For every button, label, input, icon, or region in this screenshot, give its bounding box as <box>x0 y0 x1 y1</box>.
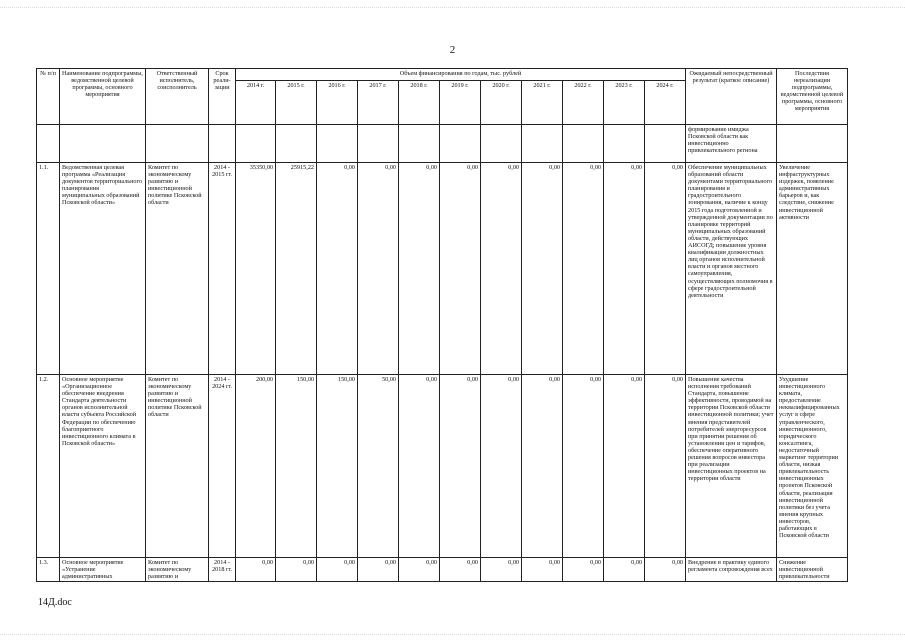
header-year: 2022 г. <box>563 81 604 125</box>
row-term: 2014 - 2018 гг. <box>209 558 236 582</box>
row-value: 0,00 <box>236 558 276 582</box>
row-value: 0,00 <box>317 163 358 375</box>
row-consequences: Увеличение инфраструктурных издержек, появление административных барьеров и, как следствие, снижение инвестиционной активности <box>777 163 848 375</box>
header-term: Срок реали-зации <box>209 69 236 125</box>
header-year: 2019 г. <box>440 81 481 125</box>
financing-table <box>36 68 848 582</box>
header-year: 2015 г. <box>276 81 317 125</box>
header-row-1 <box>37 69 848 81</box>
row-value: 0,00 <box>563 375 604 558</box>
row-value: 0,00 <box>522 558 563 582</box>
row-term: 2014 - 2024 гг. <box>209 375 236 558</box>
row-expected: Внедрение в практику единого регламента сопровождения всех <box>686 558 777 582</box>
row-value: 0,00 <box>440 375 481 558</box>
row-value: 0,00 <box>276 558 317 582</box>
row-name: Основное мероприятие «Организационное обеспечение внедрения Стандарта деятельности органов исполнительной власти субъекта Российской Федерации по обеспечению благоприятного инвестиционного климата в Псковской области» <box>60 375 146 558</box>
row-expected: Обеспечение муниципальных образований области документами территориального планирования и градостроительного зонирования, наличие к концу 2015 года подготовленной и утвержденной документации по планировке территорий муниципальных образований области, действующих АИСОГД; повышение уровня квалификации должностных лиц органов исполнительной власти и органов местного самоуправления, осуществляющих полномочия в сфере градостроительной деятельности <box>686 163 777 375</box>
row-value: 200,00 <box>236 375 276 558</box>
scan-noise-top <box>0 7 905 9</box>
row-num: 1.3. <box>37 558 60 582</box>
header-year: 2021 г. <box>522 81 563 125</box>
row-value: 0,00 <box>645 163 686 375</box>
row-value: 150,00 <box>317 375 358 558</box>
row-value: 0,00 <box>645 375 686 558</box>
row-value: 50,00 <box>358 375 399 558</box>
row-value: 0,00 <box>358 163 399 375</box>
header-responsible: Ответственный исполнитель, соисполнитель <box>146 69 209 125</box>
row-value: 0,00 <box>399 163 440 375</box>
row-responsible: Комитет по экономическому развитию и инвестиционной политике Псковской области <box>146 163 209 375</box>
row-num: 1.2. <box>37 375 60 558</box>
row-value: 35350,00 <box>236 163 276 375</box>
header-funding-group: Объем финансирования по годам, тыс. рублей <box>236 69 686 81</box>
header-num: № п/п <box>37 69 60 125</box>
row-value: 0,00 <box>481 375 522 558</box>
row-value: 150,00 <box>276 375 317 558</box>
row-value: 0,00 <box>440 163 481 375</box>
continuation-expected: формирование имиджа Псковской области как инвестиционно привлекательного региона <box>686 125 777 163</box>
row-num: 1.1. <box>37 163 60 375</box>
row-value: 0,00 <box>522 375 563 558</box>
header-year: 2018 г. <box>399 81 440 125</box>
row-value: 0,00 <box>399 558 440 582</box>
row-consequences: Ухудшение инвестиционного климата, предоставление неквалифицированных услуг в сфере управленческого, инвестиционного, юридического консалтинга, недостаточный маркетинг территории области, низкая привлекательность инвестиционных проектов Псковской области, реализация инвестиционной политики без учета мнения крупных инвесторов, работающих в Псковской области <box>777 375 848 558</box>
row-value: 0,00 <box>563 558 604 582</box>
row-value: 0,00 <box>440 558 481 582</box>
row-value: 25915,22 <box>276 163 317 375</box>
row-value: 0,00 <box>604 375 645 558</box>
header-expected: Ожидаемый непосредственный результат (краткое описание) <box>686 69 777 125</box>
row-value: 0,00 <box>604 558 645 582</box>
row-value: 0,00 <box>358 558 399 582</box>
header-name: Наименование подпрограммы, ведомственной целевой программы, основного мероприятия <box>60 69 146 125</box>
header-consequences: Последствия нереализации подпрограммы, ведомственной целевой программы, основного мероприятия <box>777 69 848 125</box>
row-value: 0,00 <box>563 163 604 375</box>
scan-noise-bottom <box>0 634 905 636</box>
header-year: 2020 г. <box>481 81 522 125</box>
header-year: 2024 г. <box>645 81 686 125</box>
row-consequences: Снижение инвестиционной привлекательности <box>777 558 848 582</box>
footer-filename: 14Д.doc <box>38 597 72 608</box>
row-value: 0,00 <box>481 558 522 582</box>
table-row <box>37 558 848 582</box>
row-value: 0,00 <box>522 163 563 375</box>
header-year: 2023 г. <box>604 81 645 125</box>
continuation-row <box>37 125 848 163</box>
row-value: 0,00 <box>481 163 522 375</box>
row-expected: Повышение качества исполнения требований Стандарта, повышение эффективности, проводимой на территории Псковской области инвестиционной политики; учет мнения представителей потребителей энергоресурсов при принятии решения об установлении цен и тарифов, обеспечение оперативного решения вопросов инвестора при реализации инвестиционных проектов на территории области <box>686 375 777 558</box>
row-value: 0,00 <box>604 163 645 375</box>
row-term: 2014 - 2015 гг. <box>209 163 236 375</box>
row-name: Основное мероприятие «Устранение административных <box>60 558 146 582</box>
row-value: 0,00 <box>399 375 440 558</box>
header-year: 2014 г. <box>236 81 276 125</box>
page-number: 2 <box>449 44 456 56</box>
table-row <box>37 375 848 558</box>
row-responsible: Комитет по экономическому развитию и инвестиционной политике Псковской области <box>146 375 209 558</box>
row-value: 0,00 <box>645 558 686 582</box>
row-name: Ведомственная целевая программа «Реализация документов территориального планирования муниципальных образований Псковской области» <box>60 163 146 375</box>
header-year: 2016 г. <box>317 81 358 125</box>
table-row <box>37 163 848 375</box>
row-value: 0,00 <box>317 558 358 582</box>
header-year: 2017 г. <box>358 81 399 125</box>
row-responsible: Комитет по экономическому развитию и <box>146 558 209 582</box>
